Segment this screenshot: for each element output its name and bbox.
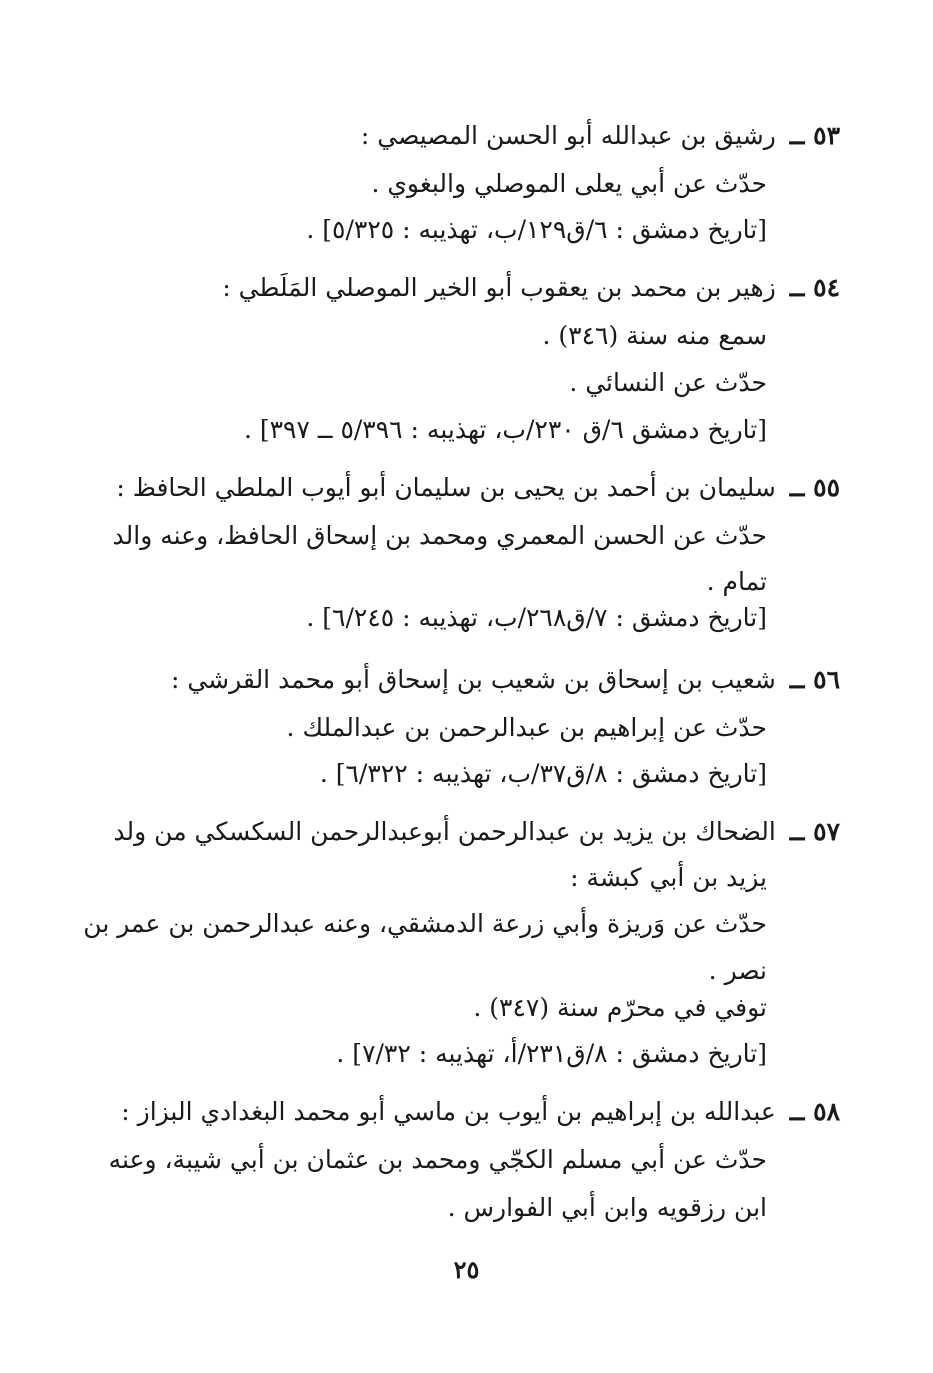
entry-title: سليمان بن أحمد بن يحيى بن سليمان أبو أيوب الملطي الحافظ : [116,473,776,502]
entry-55-line-1: حدّث عن الحسن المعمري ومحمد بن إسحاق الحافظ، وعنه والد [112,521,767,550]
entry-title: عبدالله بن إبراهيم بن أيوب بن ماسي أبو محمد البغدادي البزاز : [121,1097,776,1126]
entry-53-reference: [تاريخ دمشق : ٦/ق١٢٩/ب، تهذيبه : ٥/٣٢٥] . [306,215,767,244]
entry-55-heading [116,470,840,510]
entry-title: رشيق بن عبدالله أبو الحسن المصيصي : [360,121,776,150]
entry-53-line-1: حدّث عن أبي يعلى الموصلي والبغوي . [371,169,767,198]
entry-54-line-2: حدّث عن النسائي . [569,368,767,397]
entry-58-line-1: حدّث عن أبي مسلم الكجّي ومحمد بن عثمان بن أبي شيبة، وعنه [108,1145,767,1174]
entry-57-line-3: نصر . [708,956,767,985]
page-number: ٢٥ [453,1255,480,1284]
entry-54-reference: [تاريخ دمشق ٦/ق ٢٣٠/ب، تهذيبه : ٥/٣٩٦ ــ ٣٩٧] . [243,415,767,444]
entry-number: ٥٦ ــ [789,665,840,694]
entry-57-line-1: يزيد بن أبي كبشة : [570,863,767,892]
entry-57-line-4: توفي في محرّم سنة (٣٤٧) . [473,993,767,1022]
entry-title: شعيب بن إسحاق بن شعيب بن إسحاق أبو محمد القرشي : [170,665,776,694]
entry-57-heading [113,814,840,854]
entry-title: الضحاك بن يزيد بن عبدالرحمن أبوعبدالرحمن السكسكي من ولد [113,817,776,846]
entry-57-reference: [تاريخ دمشق : ٨/ق٢٣١/أ، تهذيبه : ٧/٣٢] . [336,1039,767,1068]
entry-58-line-2: ابن رزقويه وابن أبي الفوارس . [447,1193,767,1222]
entry-56-reference: [تاريخ دمشق : ٨/ق٣٧/ب، تهذيبه : ٦/٣٢٢] . [319,759,767,788]
entry-55-reference: [تاريخ دمشق : ٧/ق٢٦٨/ب، تهذيبه : ٦/٢٤٥] . [306,603,767,632]
entry-57-line-2: حدّث عن وَريزة وأبي زرعة الدمشقي، وعنه عبدالرحمن بن عمر بن [83,909,767,938]
entry-number: ٥٧ ــ [789,817,840,846]
entry-58-heading [121,1094,840,1134]
entry-number: ٥٨ ــ [789,1097,840,1126]
entry-number: ٥٣ ــ [789,121,840,150]
entry-number: ٥٤ ــ [789,273,840,302]
entry-title: زهير بن محمد بن يعقوب أبو الخير الموصلي المَلَطي : [222,273,776,302]
entry-54-line-1: سمع منه سنة (٣٤٦) . [542,321,767,350]
entry-number: ٥٥ ــ [789,473,840,502]
entry-55-line-2: تمام . [706,567,767,596]
entry-56-line-1: حدّث عن إبراهيم بن عبدالرحمن بن عبدالملك . [286,713,767,742]
entry-54-heading [222,270,840,310]
entry-56-heading [171,662,840,702]
entry-53-heading [361,118,840,158]
